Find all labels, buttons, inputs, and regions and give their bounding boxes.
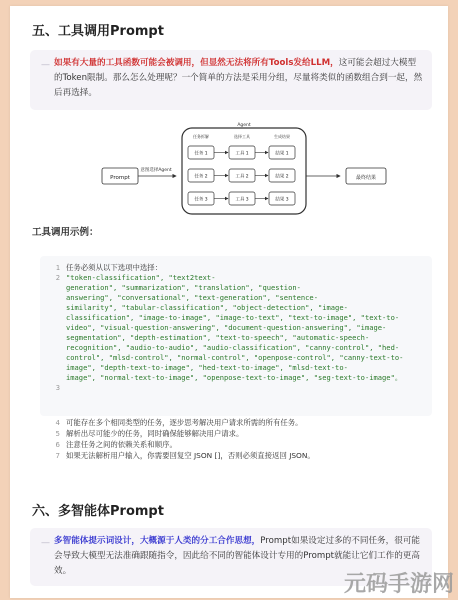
code-line	[40, 293, 432, 303]
agent-flow-diagram	[98, 120, 410, 216]
input-arrow-label: 意图选择Agent	[140, 168, 172, 173]
line-number: 3	[55, 383, 60, 392]
section-5-callout	[30, 50, 432, 110]
callout-text	[54, 56, 424, 101]
callout-body: 这可能会超过大模型的Token限制。那么怎么处理呢？一个简单的方法是采用分组，尽量将类似的函数组合到一起，然后再选择。	[54, 58, 423, 98]
line-number: 5	[55, 429, 60, 438]
bullet-icon: —	[41, 60, 50, 70]
line-number: 7	[55, 451, 60, 460]
line-text: similarity", "tabular-classification", "object-detection", "image-	[66, 303, 348, 312]
line-text: segmentation", "depth-estimation", "text-to-speech", "automatic-speech-	[66, 333, 370, 342]
line-text: answering", "conversational", "text-generation", "sentence-	[66, 293, 318, 302]
code-line	[40, 418, 432, 428]
tool-column-title: 选择工具	[234, 134, 250, 139]
line-text: image", "depth-text-to-image", "hed-text-to-image", "mlsd-text-to-	[66, 363, 348, 372]
task-label: 任务 1	[194, 151, 208, 157]
line-text: generation", "summarization", "translation", "question-	[66, 283, 301, 292]
site-watermark: 元码手游网	[343, 572, 454, 597]
line-number: 1	[55, 263, 60, 272]
line-text: classification", "image-to-image", "image-to-text", "text-to-image", "text-to-	[66, 313, 400, 322]
code-line	[40, 353, 432, 363]
code-line	[40, 429, 432, 439]
line-text: recognition", "audio-to-audio", "audio-classification", "canny-control", "hed-	[66, 343, 400, 352]
section-6-heading: 六、多智能体Prompt	[32, 504, 164, 519]
line-text: 可能存在多个相同类型的任务，逐步思考解决用户请求所需的所有任务。	[66, 418, 303, 427]
line-text: video", "visual-question-answering", "document-question-answering", "image-	[66, 323, 387, 332]
code-line	[40, 440, 432, 450]
code-line	[40, 303, 432, 313]
code-line	[40, 373, 432, 383]
callout-body: Prompt如果设定过多的不同任务，很可能会导致大模型无法准确跟随指令，因此给不同的智能体设计专用的Prompt就能让它们工作的更高效。	[54, 536, 421, 576]
section-5-heading: 五、工具调用Prompt	[32, 24, 164, 39]
task-label: 任务 2	[194, 174, 208, 180]
tool-example-heading: 工具调用示例：	[32, 227, 99, 238]
line-text: 解析出尽可能少的任务，同时确保能够解决用户请求。	[66, 429, 244, 438]
code-block-continued	[40, 418, 432, 476]
code-line	[40, 263, 432, 273]
code-line	[40, 343, 432, 353]
tool-label: 工具 1	[235, 151, 249, 157]
line-text: image", "normal-text-to-image", "openpose-text-to-image", "seg-text-to-image"。	[66, 373, 402, 382]
line-text: 注意任务之间的依赖关系和顺序。	[66, 440, 177, 449]
tool-label: 工具 2	[235, 174, 249, 180]
diagram-rows	[188, 146, 295, 205]
line-text: "token-classification", "text2text-	[66, 273, 216, 282]
result-column-title: 生成结果	[274, 134, 290, 139]
line-number: 2	[55, 273, 60, 282]
code-block	[40, 256, 432, 416]
code-line	[40, 333, 432, 343]
callout-highlight: 如果有大量的工具函数可能会被调用，但显然无法将所有Tools发给LLM，	[54, 58, 339, 68]
task-column-title: 任务拆解	[193, 134, 209, 139]
result-label: 结果 2	[275, 174, 289, 180]
final-result-label: 最终结果	[355, 175, 377, 181]
line-text: 如果无法解析用户输入，你需要回复空 JSON []，否则必须直接返回 JSON。	[66, 451, 315, 460]
line-number: 6	[55, 440, 60, 449]
line-text: 任务必须从以下选项中选择：	[66, 263, 163, 272]
article-page	[10, 6, 448, 598]
code-line	[40, 273, 432, 283]
code-line	[40, 383, 432, 393]
line-number: 4	[55, 418, 60, 427]
code-line	[40, 451, 432, 461]
agent-title: Agent	[237, 123, 251, 128]
prompt-box-label: Prompt	[110, 175, 130, 181]
code-line	[40, 313, 432, 323]
code-line	[40, 283, 432, 293]
tool-label: 工具 3	[235, 197, 249, 203]
result-label: 结果 1	[275, 151, 289, 157]
code-line	[40, 363, 432, 373]
callout-highlight: 多智能体提示词设计，大概源于人类的分工合作思想，	[54, 536, 261, 546]
task-label: 任务 3	[194, 197, 208, 203]
line-text: control", "mlsd-control", "normal-control", "openpose-control", "canny-text-to-	[66, 353, 404, 362]
code-line	[40, 323, 432, 333]
bullet-icon: —	[41, 538, 50, 548]
result-label: 结果 3	[275, 197, 289, 203]
